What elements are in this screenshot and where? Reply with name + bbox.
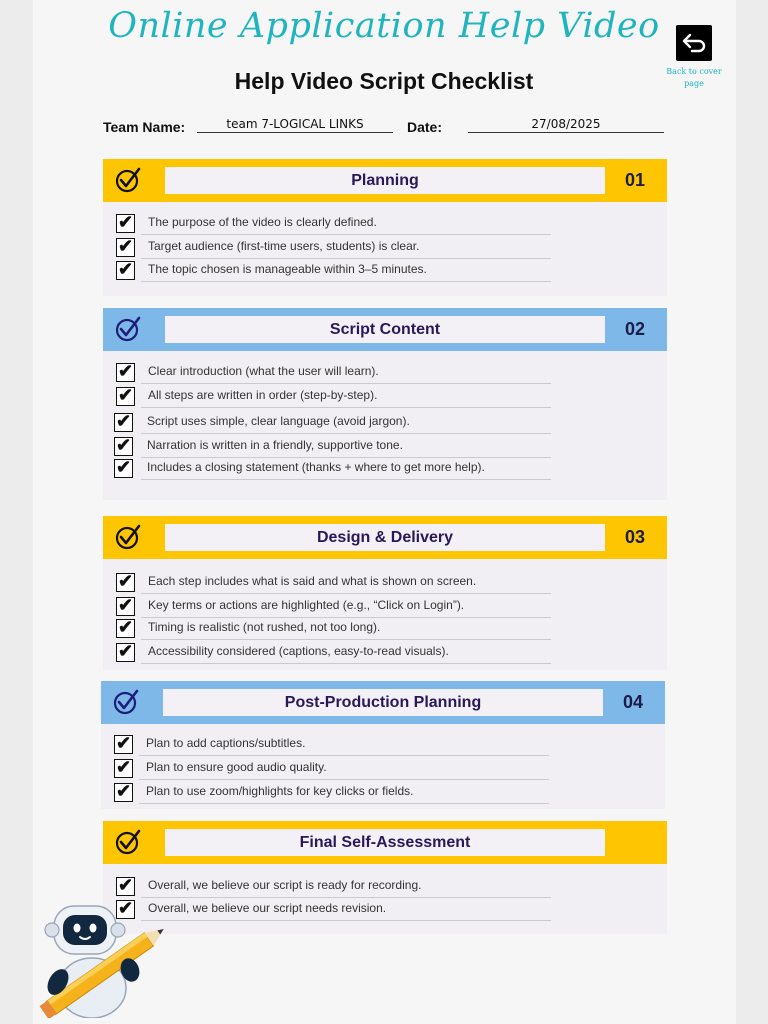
checklist-item (103, 238, 563, 260)
checklist-item-label: Narration is written in a friendly, supportive tone. (147, 438, 403, 452)
section-header (103, 516, 667, 559)
checklist-item-label: Script uses simple, clear language (avoid jargon). (147, 414, 410, 428)
checklist-item-label: Key terms or actions are highlighted (e.g., “Click on Login”). (148, 598, 465, 612)
checklist-item-label: The topic chosen is manageable within 3–5 minutes. (148, 262, 427, 276)
check-circle-icon (113, 827, 143, 857)
checkmark-icon: ✔ (116, 411, 132, 431)
checkbox[interactable] (116, 363, 135, 382)
divider (141, 663, 551, 664)
divider (139, 779, 549, 780)
divider (139, 803, 549, 804)
section-header (103, 821, 667, 864)
checklist-item (103, 619, 563, 641)
checkbox[interactable] (114, 735, 133, 754)
divider (141, 383, 551, 384)
divider (141, 593, 551, 594)
section-title: Planning (165, 167, 605, 194)
checkbox[interactable] (114, 783, 133, 802)
return-arrow-icon (682, 32, 706, 54)
checkmark-icon: ✔ (118, 898, 134, 918)
section-header (103, 159, 667, 202)
checklist-item (101, 735, 561, 757)
checkbox[interactable] (114, 759, 133, 778)
checklist-item-label: Overall, we believe our script is ready for recording. (148, 878, 422, 892)
section-title: Design & Delivery (165, 524, 605, 551)
divider (139, 755, 549, 756)
checklist-item-label: Each step includes what is said and what is shown on screen. (148, 574, 477, 588)
divider (141, 639, 551, 640)
checklist-item (103, 214, 563, 236)
checkbox[interactable] (116, 214, 135, 233)
checklist-item (103, 261, 563, 283)
checkbox[interactable] (114, 437, 133, 456)
checkbox[interactable] (116, 619, 135, 638)
page-title: Help Video Script Checklist (234, 68, 534, 94)
checklist-item-label: Plan to ensure good audio quality. (146, 760, 327, 774)
divider (141, 433, 551, 434)
checklist-item-label: All steps are written in order (step-by-step). (148, 388, 378, 402)
section-design-delivery (103, 516, 667, 670)
checklist-item-label: Clear introduction (what the user will learn). (148, 364, 379, 378)
checkmark-icon: ✔ (118, 236, 134, 256)
divider (141, 407, 551, 408)
checklist-item-label: The purpose of the video is clearly defined. (148, 215, 377, 229)
checklist-item (103, 459, 563, 481)
check-circle-icon (111, 687, 141, 717)
checkbox[interactable] (114, 413, 133, 432)
checkmark-icon: ✔ (118, 617, 134, 637)
checklist-item (103, 363, 563, 385)
checklist-item (103, 387, 563, 409)
section-title: Script Content (165, 316, 605, 343)
section-header (103, 308, 667, 351)
checkbox[interactable] (116, 597, 135, 616)
checklist-item-label: Target audience (first-time users, students) is clear. (148, 239, 420, 253)
checklist-item-label: Includes a closing statement (thanks + where to get more help). (147, 460, 485, 474)
checkbox[interactable] (116, 261, 135, 280)
checklist-item-label: Overall, we believe our script needs revision. (148, 901, 387, 915)
divider (141, 897, 551, 898)
section-script-content (103, 308, 667, 500)
section-post-production (101, 681, 665, 809)
script-title: Online Application Help Video (108, 6, 660, 46)
checklist-item (103, 413, 563, 435)
date-field[interactable]: 27/08/2025 (468, 117, 664, 133)
checklist-item-label: Timing is realistic (not rushed, not too long). (148, 620, 381, 634)
divider (141, 258, 551, 259)
section-planning (103, 159, 667, 296)
back-to-cover-link[interactable]: Back to cover page (666, 67, 722, 88)
checklist-item (103, 643, 563, 665)
divider (141, 234, 551, 235)
checklist-item (101, 759, 561, 781)
team-name-label: Team Name: (103, 119, 186, 135)
checkmark-icon: ✔ (116, 733, 132, 753)
checkmark-icon: ✔ (116, 457, 132, 477)
checkmark-icon: ✔ (116, 757, 132, 777)
checkmark-icon: ✔ (118, 259, 134, 279)
checklist-item (103, 597, 563, 619)
checkmark-icon: ✔ (118, 641, 134, 661)
section-title: Final Self-Assessment (165, 829, 605, 856)
checkbox[interactable] (116, 238, 135, 257)
divider (141, 457, 551, 458)
back-to-cover-button[interactable] (676, 25, 712, 61)
divider (141, 281, 551, 282)
section-number: 03 (624, 527, 646, 547)
section-title: Post-Production Planning (163, 689, 603, 716)
checkbox[interactable] (116, 573, 135, 592)
checkbox[interactable] (116, 877, 135, 896)
date-label: Date: (407, 119, 443, 135)
divider (141, 617, 551, 618)
divider (141, 920, 551, 921)
checkmark-icon: ✔ (118, 595, 134, 615)
robot-mascot-illustration (30, 896, 190, 1018)
checklist-item (103, 573, 563, 595)
checklist-item-label: Plan to use zoom/highlights for key clicks or fields. (146, 784, 414, 798)
section-number: 04 (622, 692, 644, 712)
checkmark-icon: ✔ (116, 781, 132, 801)
check-circle-icon (113, 522, 143, 552)
checkmark-icon: ✔ (118, 571, 134, 591)
checklist-item-label: Accessibility considered (captions, easy-to-read visuals). (148, 644, 449, 658)
check-circle-icon (113, 314, 143, 344)
checkbox[interactable] (114, 459, 133, 478)
check-circle-icon (113, 165, 143, 195)
checkmark-icon: ✔ (116, 435, 132, 455)
checklist-item (103, 437, 563, 459)
checkmark-icon: ✔ (118, 875, 134, 895)
checkmark-icon: ✔ (118, 212, 134, 232)
checkbox[interactable] (116, 387, 135, 406)
checkbox[interactable] (116, 643, 135, 662)
checklist-item (101, 783, 561, 805)
checkmark-icon: ✔ (118, 361, 134, 381)
section-number: 02 (624, 319, 646, 339)
section-header (101, 681, 665, 724)
checklist-item-label: Plan to add captions/subtitles. (146, 736, 306, 750)
checkmark-icon: ✔ (118, 385, 134, 405)
divider (141, 479, 551, 480)
team-name-field[interactable]: team 7-LOGICAL LINKS (197, 117, 393, 133)
section-number: 01 (624, 170, 646, 190)
